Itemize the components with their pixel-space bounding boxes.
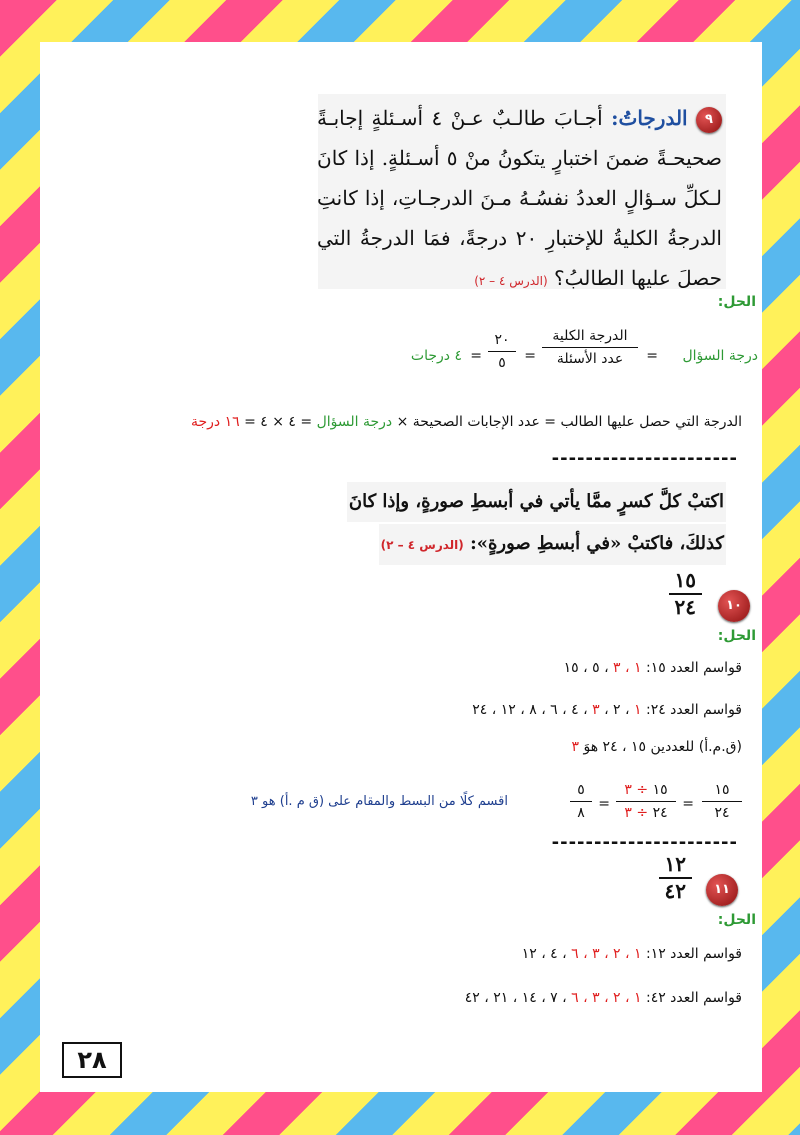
fraction-numerator: ٢٠ <box>488 332 516 352</box>
separator: ---------------------- <box>551 832 738 853</box>
factor-value: ٦ <box>571 946 584 962</box>
fraction-numerator: ٥ <box>570 782 592 802</box>
question-text: أجـابَ طالـبٌ عـنْ ٤ أسـئلةٍ إجابـةً صحيحـةً ضمنَ اختبارٍ يتكونُ منْ ٥ أسـئلةٍ. إذا كانَ لـكلِّ سـؤالٍ العددُ نفسُـهُ مـنَ الدرجـاتِ، إذا كانتِ الدرجةُ الكليةُ للإختبارِ ٢٠ درجةً، فمَا الدرجةُ التي حصلَ عليها الطالبُ؟ <box>317 106 722 290</box>
divisor-part: ÷ ٣ <box>624 805 649 821</box>
fraction-denominator: ٥ <box>498 355 506 371</box>
factors-label: قواسم العدد ٤٢: <box>645 990 742 1006</box>
simplified-fraction <box>570 782 592 821</box>
equals-sign: = <box>598 796 610 812</box>
separator-comma: ، <box>604 660 614 676</box>
separator-comma: ، <box>491 702 501 718</box>
divisor-part: ÷ ٣ <box>624 782 649 798</box>
equals-sign: = <box>646 348 658 364</box>
separator-comma: ، <box>512 990 522 1006</box>
separator-comma: ، <box>541 990 551 1006</box>
separator-comma: ، <box>625 702 634 718</box>
factor-value: ٢٤ <box>472 702 492 718</box>
solution-label: الحل: <box>717 294 756 310</box>
factors-list <box>522 946 642 962</box>
equals-sign: = <box>682 796 694 812</box>
factors-list <box>465 990 642 1006</box>
separator-comma: ، <box>541 946 551 962</box>
separator-comma: ، <box>562 990 572 1006</box>
separator-comma: ، <box>562 946 572 962</box>
fraction-denominator: ٨ <box>577 805 585 821</box>
question-score-term: درجة السؤال <box>316 414 393 430</box>
separator-comma: ، <box>541 702 551 718</box>
separator-comma: ، <box>583 990 593 1006</box>
solution-label: الحل: <box>717 628 756 644</box>
lesson-reference: (الدرس ٤ – ٢) <box>380 538 464 552</box>
factor-value: ٦ <box>571 990 584 1006</box>
factor-value: ٤ <box>571 702 584 718</box>
equals-sign: = <box>470 348 482 364</box>
equation-text: الدرجة التي حصل عليها الطالب = عدد الإجابات الصحيحة × <box>396 414 742 430</box>
factor-value: ٣ <box>592 990 605 1006</box>
separator-comma: ، <box>520 702 530 718</box>
fraction-part: ٢٤ <box>648 805 668 821</box>
fraction-denominator <box>616 802 676 821</box>
factor-value: ٣ <box>592 946 605 962</box>
factor-value: ٢١ <box>493 990 513 1006</box>
page-number: ٢٨ <box>62 1042 122 1078</box>
factor-value: ١ <box>633 946 642 962</box>
factor-value: ٢ <box>613 702 626 718</box>
fraction-denominator: ٤٢ <box>664 879 686 903</box>
question-score-result: ٤ درجات <box>410 348 462 364</box>
factors-label: قواسم العدد ١٢: <box>645 946 742 962</box>
fraction-numerator: الدرجة الكلية <box>542 328 638 348</box>
factor-value: ١٢ <box>500 702 521 718</box>
factor-value: ٢ <box>613 946 626 962</box>
instruction-line-1: اكتبْ كلَّ كسرٍ ممَّا يأتي في أبسطِ صورةٍ، وإذا كانَ <box>347 482 726 522</box>
student-score-result: ١٦ درجة <box>190 414 240 430</box>
page <box>40 42 762 1092</box>
separator-comma: ، <box>562 702 572 718</box>
factor-value: ٤٢ <box>464 990 485 1006</box>
factors-of-42-line <box>465 990 742 1006</box>
separator-comma: ، <box>583 660 593 676</box>
question-9 <box>317 98 722 301</box>
question-number-badge: ١١ <box>706 874 738 906</box>
solution-label: الحل: <box>717 912 756 928</box>
question-number-badge: ٩ <box>696 107 722 133</box>
separator-comma: ، <box>604 702 614 718</box>
question-number-badge: ١٠ <box>718 590 750 622</box>
fraction-numerator: ١٥ <box>669 568 702 595</box>
separator-comma: ، <box>484 990 494 1006</box>
question-10-fraction <box>669 568 702 619</box>
question-11-fraction <box>659 852 692 903</box>
total-over-questions-fraction <box>542 328 638 367</box>
factor-value: ٨ <box>529 702 542 718</box>
factors-label: قواسم العدد ١٥: <box>645 660 742 676</box>
separator-comma: ، <box>625 660 634 676</box>
factor-value: ١٢ <box>521 946 542 962</box>
factor-value: ٤ <box>550 946 563 962</box>
factor-value: ٥ <box>592 660 605 676</box>
fraction-numerator: ١٥ <box>702 782 742 802</box>
separator-comma: ، <box>583 702 593 718</box>
division-fraction <box>616 782 676 821</box>
factors-list <box>472 702 641 718</box>
factor-value: ٢ <box>613 990 626 1006</box>
factors-list <box>564 660 642 676</box>
separator-comma: ، <box>625 946 634 962</box>
factor-value: ٣ <box>613 660 626 676</box>
equation-calculation: = ٤ × ٤ = <box>244 414 313 430</box>
factor-value: ١ <box>633 660 642 676</box>
fraction-numerator <box>616 782 676 802</box>
factor-value: ١٤ <box>521 990 542 1006</box>
instruction-text: كذلكَ، فاكتبْ «في أبسطِ صورةٍ»: <box>470 533 724 554</box>
question-title: الدرجاتُ: <box>611 106 688 130</box>
separator-comma: ، <box>583 946 593 962</box>
fraction-numerator: ١٢ <box>659 852 692 879</box>
factor-value: ١٥ <box>563 660 584 676</box>
fraction-part: ١٥ <box>648 782 668 798</box>
separator-comma: ، <box>604 990 614 1006</box>
student-score-equation <box>191 414 742 430</box>
fraction-denominator: عدد الأسئلة <box>556 351 624 367</box>
fraction-denominator: ٢٤ <box>674 595 696 619</box>
factor-value: ٣ <box>592 702 605 718</box>
original-fraction <box>702 782 742 821</box>
factors-of-15-line <box>564 660 742 676</box>
factor-value: ٦ <box>550 702 563 718</box>
factor-value: ١ <box>633 702 642 718</box>
separator-comma: ، <box>604 946 614 962</box>
factor-value: ٧ <box>550 990 563 1006</box>
separator: ---------------------- <box>551 448 738 469</box>
factors-of-24-line <box>472 702 742 718</box>
gcf-line <box>571 739 742 755</box>
separator-comma: ، <box>625 990 634 1006</box>
numeric-fraction <box>488 332 516 371</box>
question-score-label: درجة السؤال <box>682 348 758 364</box>
gcf-text: (ق.م.أ) للعددين ١٥ ، ٢٤ هوَ <box>583 739 742 755</box>
factor-value: ١ <box>633 990 642 1006</box>
factors-label: قواسم العدد ٢٤: <box>645 702 742 718</box>
factors-of-12-line <box>522 946 742 962</box>
instruction-line-2 <box>379 524 726 565</box>
gcf-value: ٣ <box>571 739 580 755</box>
division-note: اقسم كلًا من البسط والمقام على (ق م .أ) هو ٣ <box>250 794 508 809</box>
lesson-reference: (الدرس ٤ – ٢) <box>474 274 548 288</box>
equals-sign: = <box>524 348 536 364</box>
fraction-denominator: ٢٤ <box>714 805 730 821</box>
